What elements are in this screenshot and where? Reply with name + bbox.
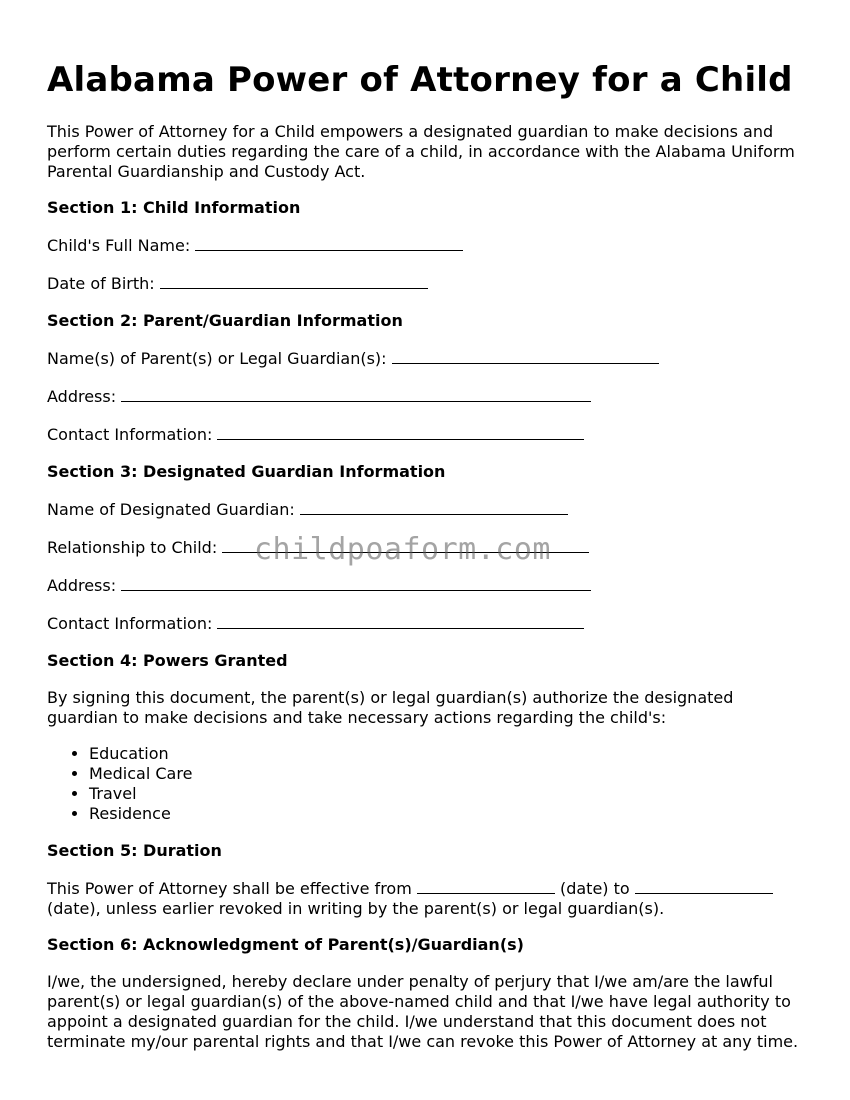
powers-list [47,744,807,824]
guardian-contact-field [47,613,807,634]
section-1-heading: Section 1: Child Information [47,198,301,217]
relationship-label: Relationship to Child: [47,538,223,557]
acknowledgment-paragraph: I/we, the undersigned, hereby declare under penalty of perjury that I/we am/are the lawful parent(s) or legal guardian(s) of the above-named child and that I/we have legal authority to appoint a designated guardian for the child. I/we understand that this document does not terminate my/our parental rights and that I/we can revoke this Power of Attorney at any time. [47,972,799,1051]
section-4-heading: Section 4: Powers Granted [47,651,288,670]
parent-contact-label: Contact Information: [47,425,218,444]
duration-paragraph [47,878,807,919]
powers-paragraph: By signing this document, the parent(s) or legal guardian(s) authorize the designated guardian to make decisions and take necessary actions regarding the child's: [47,688,734,727]
child-name-blank[interactable] [195,235,463,251]
parent-address-label: Address: [47,387,122,406]
parent-contact-blank[interactable] [217,424,584,440]
section-3-heading: Section 3: Designated Guardian Information [47,462,446,481]
guardian-name-field [47,499,807,520]
child-name-field [47,235,807,256]
guardian-address-field [47,575,807,596]
watermark-text: childpoaform.com [254,532,551,567]
dob-field [47,273,807,294]
section-5-heading: Section 5: Duration [47,841,222,860]
guardian-contact-blank[interactable] [217,613,584,629]
power-item-residence: • Residence [89,804,807,824]
parent-contact-field [47,424,807,445]
parent-names-blank[interactable] [392,348,659,364]
guardian-name-label: Name of Designated Guardian: [47,500,300,519]
duration-text-2: (date) to [554,879,635,898]
parent-names-field [47,348,807,369]
dob-label: Date of Birth: [47,274,160,293]
dob-blank[interactable] [160,273,428,289]
power-item-education: • Education [89,744,807,764]
guardian-name-blank[interactable] [300,499,568,515]
guardian-contact-label: Contact Information: [47,614,218,633]
section-2-heading: Section 2: Parent/Guardian Information [47,311,403,330]
start-date-blank[interactable] [417,878,555,894]
parent-address-blank[interactable] [121,386,591,402]
parent-names-label: Name(s) of Parent(s) or Legal Guardian(s): [47,349,392,368]
duration-text-1: This Power of Attorney shall be effective from [47,879,417,898]
child-name-label: Child's Full Name: [47,236,196,255]
guardian-address-blank[interactable] [121,575,591,591]
power-item-medical-care: • Medical Care [89,764,807,784]
parent-address-field [47,386,807,407]
relationship-blank[interactable] [222,537,589,553]
relationship-field [47,537,807,558]
power-item-travel: • Travel [89,784,807,804]
section-6-heading: Section 6: Acknowledgment of Parent(s)/Guardian(s) [47,935,524,954]
guardian-address-label: Address: [47,576,122,595]
intro-paragraph: This Power of Attorney for a Child empowers a designated guardian to make decisions and perform certain duties regarding the care of a child, in accordance with the Alabama Uniform Parental Guardianship and Custody Act. [47,122,795,181]
duration-text-3: (date), unless earlier revoked in writing by the parent(s) or legal guardian(s). [47,899,665,918]
end-date-blank[interactable] [635,878,773,894]
document-title: Alabama Power of Attorney for a Child [47,60,793,100]
document-page [47,58,807,1068]
